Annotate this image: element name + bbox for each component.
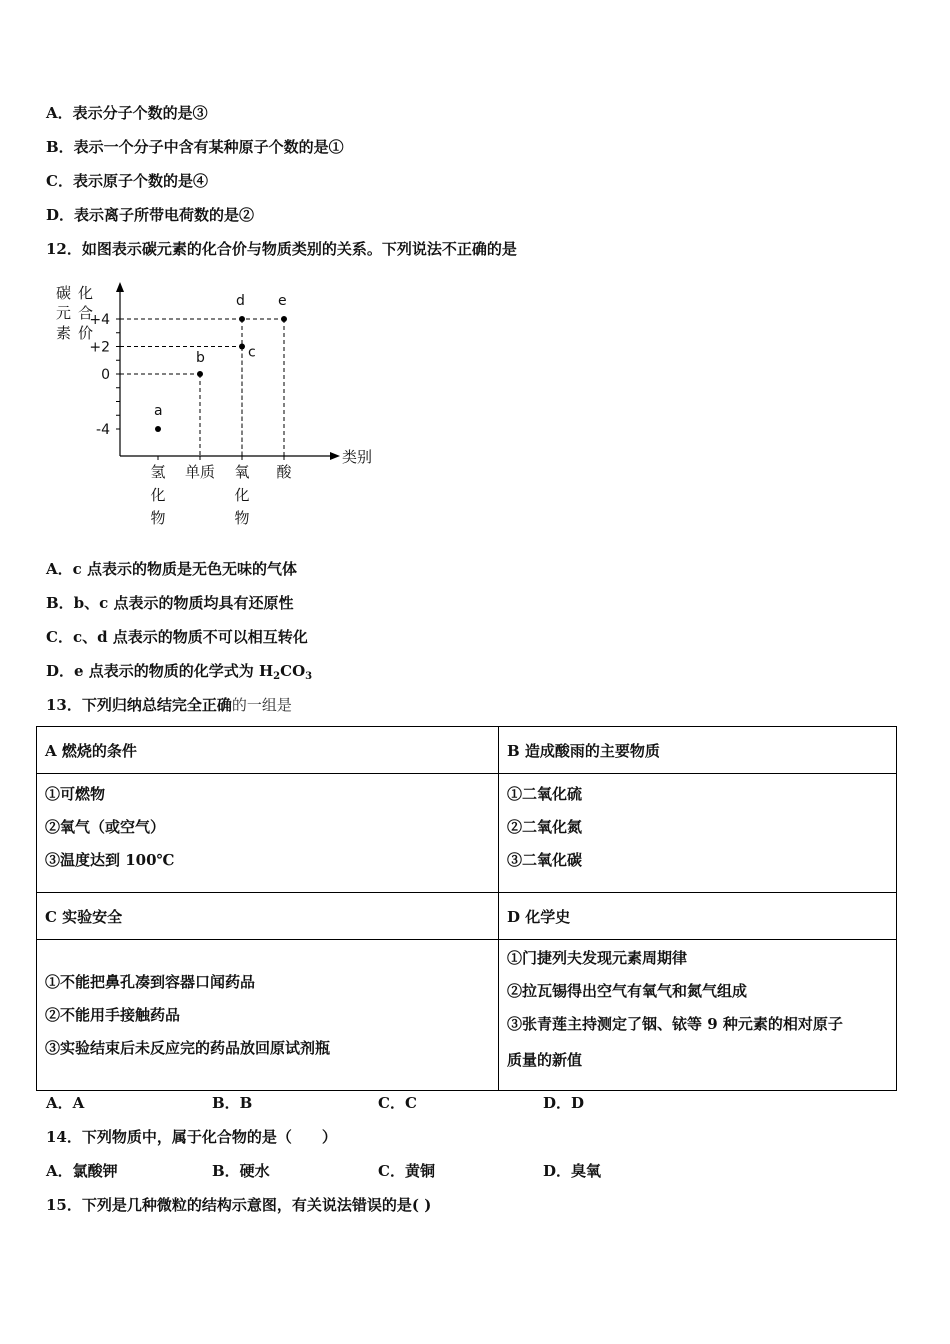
x-tick-label-char: 化 xyxy=(150,486,166,504)
point-a xyxy=(155,426,161,432)
list-item: ①二氧化硫 xyxy=(507,785,583,803)
list-item: ②拉瓦锡得出空气有氧气和氮气组成 xyxy=(507,982,748,1000)
point-label-d: d xyxy=(236,293,245,309)
q14-option-a: A．氯酸钾 xyxy=(46,1162,118,1180)
q11-option-b: B．表示一个分子中含有某种原子个数的是① xyxy=(46,138,344,156)
list-item: ②不能用手接触药品 xyxy=(45,1005,181,1024)
q11-option-d: D．表示离子所带电荷数的是② xyxy=(46,206,255,224)
cell-a-header: A 燃烧的条件 xyxy=(37,727,499,774)
list-item: ③实验结束后未反应完的药品放回原试剂瓶 xyxy=(45,1038,331,1057)
option-d-prefix: D．e 点表示的物质的化学式为 H xyxy=(46,662,274,680)
q13-option-d: D．D xyxy=(543,1094,585,1112)
x-axis-arrow xyxy=(330,452,340,460)
point-b xyxy=(197,371,203,377)
x-axis-label: 类别 xyxy=(342,448,373,466)
list-item: ①可燃物 xyxy=(45,785,106,803)
q14-option-b: B．硬水 xyxy=(212,1162,270,1180)
y-tick-label: -4 xyxy=(96,422,110,438)
y-label-char: 化 xyxy=(78,284,94,302)
y-label-char: 价 xyxy=(78,324,94,342)
y-label-char: 元 xyxy=(56,304,72,322)
x-tick-label-char: 物 xyxy=(234,509,250,527)
q14-option-c: C．黄铜 xyxy=(378,1162,435,1180)
list-item: ②氧气（或空气） xyxy=(45,818,166,836)
cell-b-header: B 造成酸雨的主要物质 xyxy=(499,727,897,774)
q11-option-c: C．表示原子个数的是④ xyxy=(46,172,208,190)
point-label-e: e xyxy=(278,293,287,309)
point-label-b: b xyxy=(196,350,205,366)
q12-option-b: B．b、c 点表示的物质均具有还原性 xyxy=(46,594,294,612)
list-item: ①门捷列夫发现元素周期律 xyxy=(507,949,688,967)
x-tick-label-char: 化 xyxy=(234,486,250,504)
subscript-2: 2 xyxy=(273,671,281,682)
x-tick-label-char: 物 xyxy=(150,509,166,527)
q13-option-c: C．C xyxy=(378,1094,417,1112)
list-item: 质量的新值 xyxy=(507,1051,583,1069)
cell-a-body xyxy=(37,774,499,893)
q15-stem: 15．下列是几种微粒的结构示意图，有关说法错误的是( ) xyxy=(46,1196,432,1214)
x-tick-label-char: 氧 xyxy=(234,463,250,481)
q13-stem xyxy=(46,694,292,715)
q12-option-a: A．c 点表示的物质是无色无味的气体 xyxy=(46,560,297,578)
y-tick-label: 0 xyxy=(101,367,110,383)
y-tick-label: +2 xyxy=(89,339,110,356)
q14-stem: 14．下列物质中，属于化合物的是（ ） xyxy=(46,1128,337,1146)
option-d-mid: CO xyxy=(280,662,306,680)
q11-option-a: A．表示分子个数的是③ xyxy=(46,104,208,122)
valence-category-chart xyxy=(48,278,388,540)
cell-d-header: D 化学史 xyxy=(499,893,897,940)
q13-option-b: B．B xyxy=(212,1094,253,1112)
x-tick-label-char: 氢 xyxy=(150,463,166,481)
list-item: ③温度达到 100℃ xyxy=(45,851,175,869)
q12-stem: 12．如图表示碳元素的化合价与物质类别的关系。下列说法不正确的是 xyxy=(46,240,517,258)
y-label-char: 碳 xyxy=(56,284,72,302)
subscript-3: 3 xyxy=(305,671,313,682)
x-tick-label: 酸 xyxy=(276,463,292,481)
cell-d-body xyxy=(499,940,897,1091)
q13-stem-tail: 的一组是 xyxy=(231,696,292,714)
point-label-a: a xyxy=(154,403,163,419)
q13-summary-table xyxy=(36,726,897,1091)
point-label-c: c xyxy=(248,344,256,361)
q12-option-d xyxy=(46,660,312,682)
y-axis-arrow xyxy=(116,282,124,292)
cell-b-body xyxy=(499,774,897,893)
y-label-char: 合 xyxy=(78,304,94,322)
list-item: ①不能把鼻孔凑到容器口闻药品 xyxy=(45,972,256,991)
q12-option-c: C．c、d 点表示的物质不可以相互转化 xyxy=(46,628,308,646)
y-label-char: 素 xyxy=(56,324,72,342)
list-item: ③张青莲主持测定了铟、铱等 9 种元素的相对原子 xyxy=(507,1015,843,1033)
q13-option-a: A．A xyxy=(46,1094,85,1112)
cell-c-body xyxy=(37,940,499,1091)
list-item: ③二氧化碳 xyxy=(507,851,583,869)
cell-c-header: C 实验安全 xyxy=(37,893,499,940)
q13-stem-main: 13．下列归纳总结完全正确 xyxy=(46,696,232,714)
y-tick-label: +4 xyxy=(89,312,110,328)
point-e xyxy=(281,316,287,322)
q14-option-d: D．臭氧 xyxy=(543,1162,602,1180)
x-tick-label: 单质 xyxy=(184,463,216,481)
list-item: ②二氧化氮 xyxy=(507,818,583,836)
